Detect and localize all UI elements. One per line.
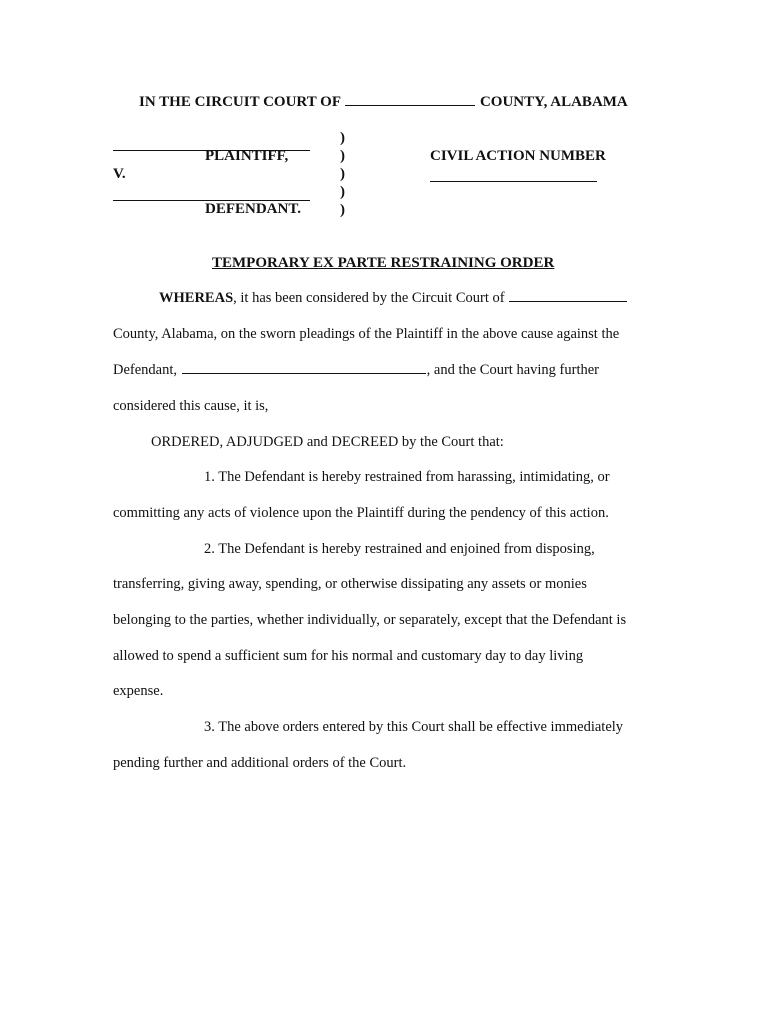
document-title: TEMPORARY EX PARTE RESTRAINING ORDER <box>212 255 555 271</box>
circuit-county-blank <box>509 300 627 302</box>
item2-line-5: expense. <box>113 683 164 699</box>
caption-paren: ) <box>340 130 345 146</box>
whereas-line-4: considered this cause, it is, <box>113 398 269 414</box>
item2-line-4: allowed to spend a sufficient sum for his normal and customary day to day living <box>113 648 584 664</box>
item1-line-2: committing any acts of violence upon the Plaintiff during the pendency of this action. <box>113 505 609 521</box>
court-header-suffix: COUNTY, ALABAMA <box>479 94 628 110</box>
item1-line-1: 1. The Defendant is hereby restrained from harassing, intimidating, or <box>204 469 610 485</box>
defendant-prefix: Defendant, <box>113 362 178 378</box>
versus-label: V. <box>113 166 126 182</box>
caption-paren: ) <box>340 148 345 164</box>
civil-action-number-line <box>430 181 597 182</box>
defendant-label: DEFENDANT. <box>205 201 301 217</box>
ordered-line: ORDERED, ADJUDGED and DECREED by the Court that: <box>151 434 504 450</box>
county-blank <box>345 104 475 106</box>
defendant-name-blank <box>182 372 426 374</box>
item2-line-2: transferring, giving away, spending, or otherwise dissipating any assets or monies <box>113 576 587 592</box>
item3-line-2: pending further and additional orders of the Court. <box>113 755 407 771</box>
caption-paren: ) <box>340 184 345 200</box>
item3-line-1: 3. The above orders entered by this Court shall be effective immediately <box>204 719 624 735</box>
court-header <box>139 94 628 111</box>
whereas-line-1-text: , it has been considered by the Circuit Court of <box>233 290 505 306</box>
defendant-suffix: , and the Court having further <box>426 362 599 378</box>
caption-paren: ) <box>340 202 345 218</box>
civil-action-label: CIVIL ACTION NUMBER <box>430 148 606 164</box>
whereas-line-1 <box>159 290 628 307</box>
plaintiff-label: PLAINTIFF, <box>205 148 289 164</box>
court-header-prefix: IN THE CIRCUIT COURT OF <box>139 94 341 110</box>
caption-paren: ) <box>340 166 345 182</box>
whereas-line-2: County, Alabama, on the sworn pleadings of the Plaintiff in the above cause against the <box>113 326 620 342</box>
whereas-line-3 <box>113 362 599 379</box>
item2-line-3: belonging to the parties, whether individually, or separately, except that the Defendant is <box>113 612 627 628</box>
whereas-lead: WHEREAS <box>159 290 234 306</box>
item2-line-1: 2. The Defendant is hereby restrained and enjoined from disposing, <box>204 541 595 557</box>
